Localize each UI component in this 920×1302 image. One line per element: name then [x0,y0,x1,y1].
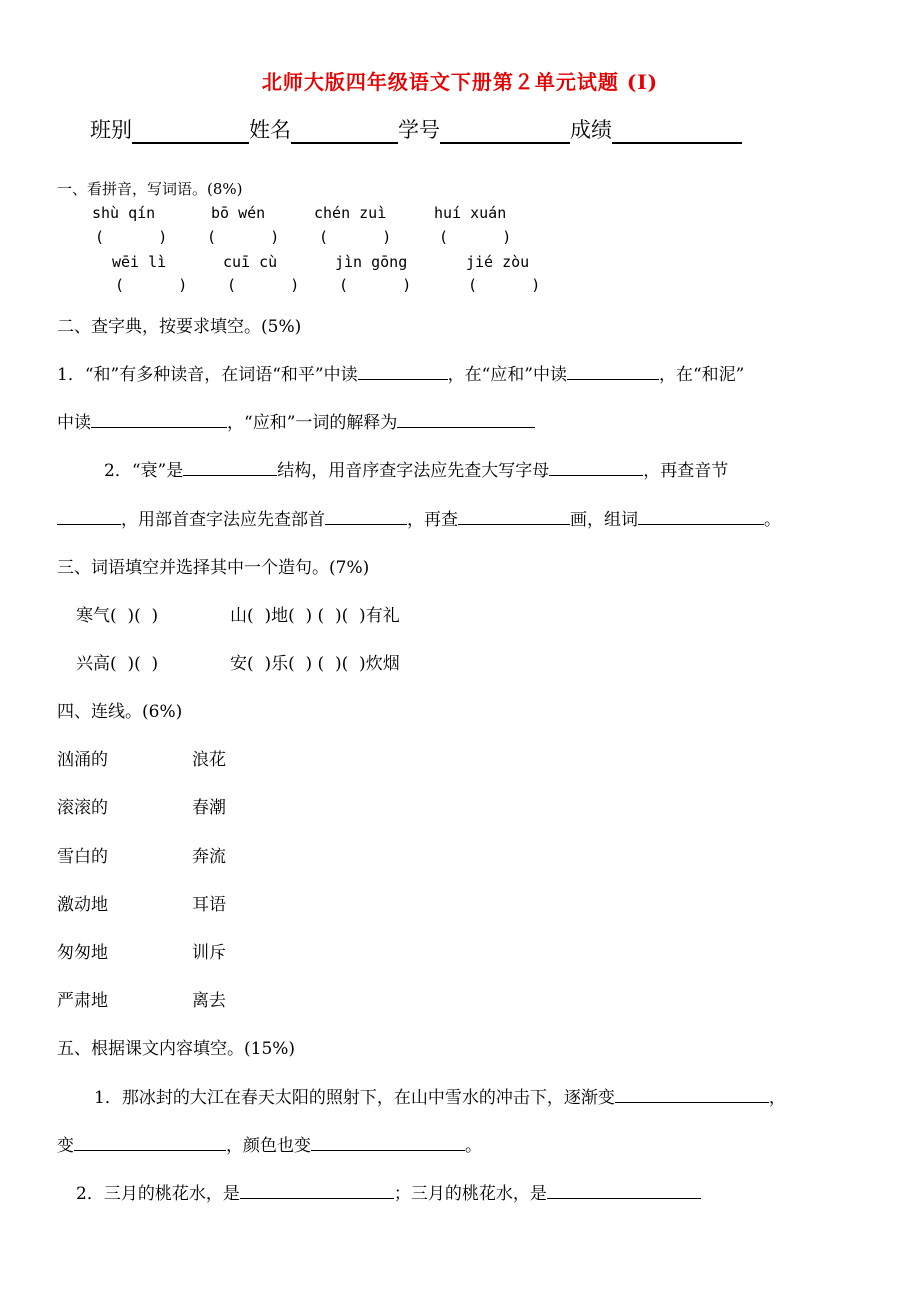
idiom-anle[interactable]: 安( )乐( ) ( )( )炊烟 [230,654,400,674]
q2-text-b: 结构，用音序查字法应先查大写字母 [277,461,550,481]
page-title: 北师大版四年级语文下册第２单元试题 (I) [261,70,659,94]
q2-text-d: ，用部首查字法应先查部首 [121,510,325,530]
match-left-3[interactable]: 雪白的 [57,847,108,867]
match-right-3[interactable]: 奔流 [192,847,226,867]
answer-box-3[interactable]: ( ) [319,228,392,246]
pinyin-bo-wen: bō wén [211,204,266,222]
pinyin-jin-gong: jìn gōng [335,253,408,271]
class-blank[interactable] [132,118,249,144]
blank-ying-he[interactable] [567,363,659,380]
s5-q2-text-b: ；三月的桃花水，是 [393,1184,547,1204]
answer-box-4[interactable]: ( ) [439,228,512,246]
s5-q1-text-a: 1．那冰封的大江在春天太阳的照射下，在山中雪水的冲击下，逐渐变 [94,1088,615,1108]
s5-q1-text-e: 。 [465,1136,482,1156]
blank-peach-water-1[interactable] [240,1182,394,1199]
section2-q1-line1 [57,360,744,385]
s5-q1-text-d: ，颜色也变 [226,1136,311,1156]
blank-peach-water-2[interactable] [547,1182,701,1199]
blank-capital-letter[interactable] [549,459,643,476]
q2-text-g: 。 [764,510,781,530]
match-right-2[interactable]: 春潮 [192,798,226,818]
match-right-1[interactable]: 浪花 [192,750,226,770]
class-label: 班别 [90,118,132,142]
section5-q1-line2 [57,1131,482,1156]
pinyin-wei-li: wēi lì [112,253,167,271]
name-label: 姓名 [249,118,291,142]
section5-q1-line1 [94,1083,786,1108]
q2-text-a: 2．“衰”是 [104,461,184,481]
section2-q2-line2 [57,505,781,530]
match-right-4[interactable]: 耳语 [192,895,226,915]
blank-color[interactable] [311,1134,465,1151]
answer-box-1[interactable]: ( ) [95,228,168,246]
pinyin-shu-qin: shù qín [92,204,156,222]
match-left-6[interactable]: 严肃地 [57,991,108,1011]
s5-q1-text-b: ， [768,1088,786,1108]
s5-q2-text-a: 2．三月的桃花水，是 [76,1184,240,1204]
answer-box-8[interactable]: ( ) [468,276,541,294]
student-info-line [90,114,742,144]
section2-heading: 二、查字典，按要求填空。(5%) [57,317,302,337]
match-right-5[interactable]: 训斥 [192,943,226,963]
q1-text-b: ，在“应和”中读 [447,365,567,385]
q1-text-d: 中读 [57,413,91,433]
blank-he-ping[interactable] [358,363,448,380]
match-right-6[interactable]: 离去 [192,991,226,1011]
blank-he-ni[interactable] [91,411,227,428]
number-label: 学号 [398,118,440,142]
name-blank[interactable] [291,118,398,144]
section4-heading: 四、连线。(6%) [57,702,183,722]
section5-q2-line1 [76,1179,701,1204]
answer-box-5[interactable]: ( ) [115,276,188,294]
q2-text-c: ，再查音节 [643,461,729,481]
match-left-2[interactable]: 滚滚的 [57,798,108,818]
pinyin-hui-xuan: huí xuán [434,204,507,222]
blank-word[interactable] [638,508,764,525]
pinyin-cui-cu: cuī cù [223,253,278,271]
blank-ying-he-meaning[interactable] [397,411,535,428]
q2-text-e: ，再查 [407,510,458,530]
answer-box-2[interactable]: ( ) [207,228,280,246]
score-label: 成绩 [570,118,612,142]
blank-change-1[interactable] [615,1086,769,1103]
section2-q2-line1 [104,456,728,481]
section3-heading: 三、词语填空并选择其中一个造句。(7%) [57,558,370,578]
answer-box-6[interactable]: ( ) [227,276,300,294]
idiom-shandi[interactable]: 山( )地( ) ( )( )有礼 [230,606,400,626]
idiom-xinggao[interactable]: 兴高( )( ) [76,654,159,674]
section1-heading: 一、看拼音，写词语。(8%) [57,180,243,198]
pinyin-chen-zui: chén zuì [314,204,387,222]
idiom-hanqi[interactable]: 寒气( )( ) [76,606,159,626]
answer-box-7[interactable]: ( ) [339,276,412,294]
match-left-4[interactable]: 激动地 [57,895,108,915]
match-left-1[interactable]: 汹涌的 [57,750,108,770]
blank-structure[interactable] [183,459,277,476]
score-blank[interactable] [612,118,742,144]
q1-text-e: ，“应和”一词的解释为 [227,413,398,433]
q1-text-c: ，在“和泥” [658,365,745,385]
q1-text-a: 1．“和”有多种读音，在词语“和平”中读 [57,365,358,385]
pinyin-jie-zou: jié zòu [466,253,530,271]
section5-heading: 五、根据课文内容填空。(15%) [57,1039,296,1059]
blank-strokes[interactable] [458,508,570,525]
blank-change-2[interactable] [74,1134,226,1151]
number-blank[interactable] [440,118,570,144]
blank-syllable[interactable] [57,508,121,525]
blank-radical[interactable] [325,508,407,525]
q2-text-f: 画，组词 [570,510,638,530]
match-left-5[interactable]: 匆匆地 [57,943,108,963]
s5-q1-text-c: 变 [57,1136,74,1156]
section2-q1-line2 [57,408,535,433]
